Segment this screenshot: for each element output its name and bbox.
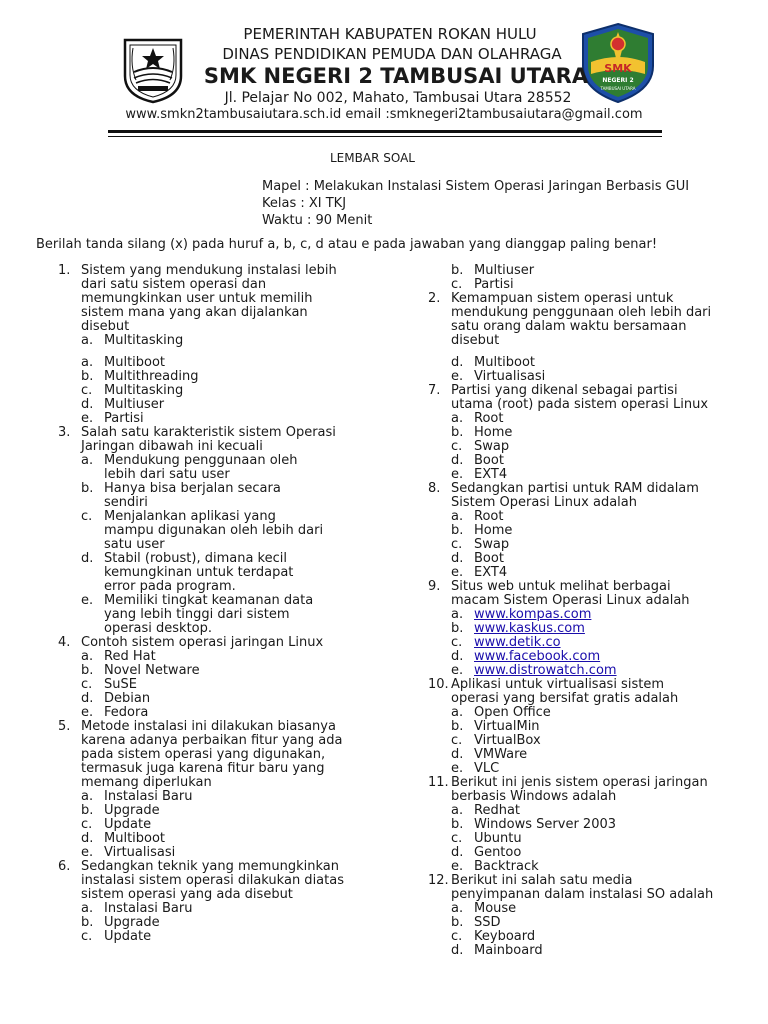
answer-option[interactable] [428, 832, 748, 846]
answer-option[interactable] [58, 706, 398, 720]
option-text: Gentoo [474, 845, 522, 860]
option-letter: c. [451, 439, 463, 454]
option-text: Upgrade [104, 915, 160, 930]
answer-option[interactable] [58, 334, 398, 348]
option-text-continued: kemungkinan untuk terdapat [104, 565, 294, 580]
option-letter: d. [451, 453, 464, 468]
answer-option[interactable] [428, 762, 748, 776]
option-text: VirtualMin [474, 719, 540, 734]
option-text-continued: mampu digunakan oleh lebih dari [104, 523, 324, 538]
option-letter: a. [451, 411, 464, 426]
option-letter: c. [451, 733, 463, 748]
option-letter: a. [81, 901, 94, 916]
option-text: Fedora [104, 705, 149, 720]
option-letter: e. [451, 663, 464, 678]
option-letter: a. [451, 705, 464, 720]
option-text: Ubuntu [474, 831, 522, 846]
question-number: 5. [58, 719, 71, 734]
document-title: LEMBAR SOAL [330, 151, 415, 165]
question-block [428, 482, 748, 510]
option-text: Root [474, 509, 504, 524]
option-letter: d. [81, 551, 94, 566]
answer-option[interactable] [428, 664, 748, 678]
option-text: Update [104, 817, 152, 832]
option-letter: b. [451, 621, 464, 636]
question-block [428, 874, 748, 902]
option-text: Menjalankan aplikasi yang [104, 509, 276, 524]
option-letter: a. [81, 649, 94, 664]
option-letter: b. [451, 817, 464, 832]
option-text: Open Office [474, 705, 551, 720]
question-text-line: Sistem yang mendukung instalasi lebih [81, 263, 337, 278]
question-block [428, 580, 748, 608]
answer-option[interactable] [58, 902, 398, 916]
option-letter: c. [81, 383, 93, 398]
option-letter: c. [451, 929, 463, 944]
option-letter: b. [81, 663, 94, 678]
option-text: Novel Netware [104, 663, 200, 678]
left-question-column [58, 264, 398, 944]
option-link[interactable]: www.detik.co [474, 635, 561, 650]
meta-class: Kelas : XI TKJ [262, 196, 347, 211]
header-school-name: SMK NEGERI 2 TAMBUSAI UTARA [203, 64, 589, 88]
option-letter: c. [81, 677, 93, 692]
option-text: Mainboard [474, 943, 543, 958]
question-block [428, 292, 748, 348]
question-text-line: berbasis Windows adalah [451, 789, 617, 804]
option-text: Multitasking [104, 333, 184, 348]
question-block [58, 860, 398, 902]
option-text: Multiboot [104, 355, 166, 370]
option-text: Multiuser [474, 263, 535, 278]
option-letter: a. [81, 789, 94, 804]
answer-option[interactable] [428, 930, 748, 944]
question-number: 11. [428, 775, 449, 790]
instruction-text: Berilah tanda silang (x) pada huruf a, b, c, d atau e pada jawaban yang dianggap paling benar! [36, 237, 658, 252]
option-letter: d. [451, 747, 464, 762]
option-text: Hanya bisa berjalan secara [104, 481, 281, 496]
answer-option[interactable] [428, 720, 748, 734]
answer-option[interactable] [58, 650, 398, 664]
option-letter: e. [451, 369, 464, 384]
question-text-line: penyimpanan dalam instalasi SO adalah [451, 887, 714, 902]
option-text: Memiliki tingkat keamanan data [104, 593, 314, 608]
answer-option[interactable] [428, 566, 748, 580]
question-number: 2. [428, 291, 441, 306]
answer-option[interactable] [58, 818, 398, 832]
answer-option[interactable] [428, 426, 748, 440]
header-divider-thin [108, 136, 662, 137]
question-block [58, 426, 398, 454]
option-letter: b. [451, 263, 464, 278]
question-text-line: mendukung penggunaan oleh lebih dari [451, 305, 712, 320]
option-text-continued: lebih dari satu user [104, 467, 230, 482]
option-text: Multitasking [104, 383, 184, 398]
option-text-continued: error pada program. [104, 579, 236, 594]
option-letter: d. [451, 845, 464, 860]
answer-option[interactable] [58, 510, 398, 552]
answer-option[interactable] [58, 692, 398, 706]
question-text-line: disebut [451, 333, 500, 348]
option-text: Multithreading [104, 369, 199, 384]
answer-option[interactable] [58, 454, 398, 482]
option-letter: e. [451, 565, 464, 580]
answer-option[interactable] [58, 664, 398, 678]
option-text: Boot [474, 551, 504, 566]
answer-option[interactable] [428, 370, 748, 384]
meta-subject: Mapel : Melakukan Instalasi Sistem Operasi Jaringan Berbasis GUI [262, 179, 690, 194]
answer-option[interactable] [58, 370, 398, 384]
option-text: VMWare [474, 747, 528, 762]
option-text: Red Hat [104, 649, 156, 664]
question-text-line: memang diperlukan [81, 775, 212, 790]
option-letter: c. [451, 635, 463, 650]
answer-option[interactable] [428, 902, 748, 916]
question-text-line: Situs web untuk melihat berbagai [451, 579, 671, 594]
option-text: Mendukung penggunaan oleh [104, 453, 298, 468]
option-letter: d. [81, 831, 94, 846]
answer-option[interactable] [428, 538, 748, 552]
option-letter: d. [81, 691, 94, 706]
question-text-line: Berikut ini salah satu media [451, 873, 633, 888]
option-text: SSD [474, 915, 501, 930]
question-text-line: Jaringan dibawah ini kecuali [81, 439, 263, 454]
answer-option[interactable] [58, 804, 398, 818]
answer-option[interactable] [428, 454, 748, 468]
question-text-line: dari satu sistem operasi dan [81, 277, 267, 292]
answer-option[interactable] [428, 860, 748, 874]
option-letter: c. [451, 277, 463, 292]
option-letter: a. [81, 453, 94, 468]
question-text-line: Partisi yang dikenal sebagai partisi [451, 383, 678, 398]
answer-option[interactable] [428, 804, 748, 818]
header-address: Jl. Pelajar No 002, Mahato, Tambusai Utara 28552 [224, 90, 572, 106]
answer-option[interactable] [58, 594, 398, 636]
header-contact: www.smkn2tambusaiutara.sch.id email :smknegeri2tambusaiutara@gmail.com [125, 107, 643, 122]
option-text: Redhat [474, 803, 521, 818]
header-department-line: DINAS PENDIDIKAN PEMUDA DAN OLAHRAGA [222, 45, 562, 63]
option-text: Virtualisasi [474, 369, 546, 384]
question-text-line: satu orang dalam waktu bersamaan [451, 319, 687, 334]
question-text-line: Kemampuan sistem operasi untuk [451, 291, 674, 306]
option-letter: a. [451, 607, 464, 622]
option-letter: d. [451, 943, 464, 958]
answer-option[interactable] [428, 734, 748, 748]
answer-option[interactable] [58, 832, 398, 846]
option-letter: c. [451, 831, 463, 846]
option-letter: a. [81, 355, 94, 370]
option-text: EXT4 [474, 565, 508, 580]
question-text-line: Sistem Operasi Linux adalah [451, 495, 637, 510]
question-block [58, 264, 398, 334]
answer-option[interactable] [428, 748, 748, 762]
question-block [428, 384, 748, 412]
option-letter: e. [81, 705, 94, 720]
option-letter: e. [451, 859, 464, 874]
option-letter: e. [81, 411, 94, 426]
answer-option[interactable] [58, 790, 398, 804]
question-number: 1. [58, 263, 71, 278]
answer-option[interactable] [428, 524, 748, 538]
question-text-line: karena adanya perbaikan fitur yang ada [81, 733, 343, 748]
answer-option[interactable] [428, 622, 748, 636]
question-text-line: disebut [81, 319, 130, 334]
answer-option[interactable] [428, 916, 748, 930]
question-number: 6. [58, 859, 71, 874]
option-letter: d. [451, 551, 464, 566]
option-letter: b. [451, 719, 464, 734]
answer-option[interactable] [428, 412, 748, 426]
option-text: Partisi [104, 411, 144, 426]
option-letter: c. [451, 537, 463, 552]
option-text: Debian [104, 691, 151, 706]
option-letter: a. [451, 803, 464, 818]
option-text: Swap [474, 439, 510, 454]
answer-option[interactable] [428, 818, 748, 832]
option-letter: d. [451, 355, 464, 370]
question-block [428, 678, 748, 706]
answer-option[interactable] [58, 482, 398, 510]
answer-option[interactable] [58, 930, 398, 944]
question-text-line: Berikut ini jenis sistem operasi jaringan [451, 775, 708, 790]
option-text: Stabil (robust), dimana kecil [104, 551, 287, 566]
option-letter: d. [81, 397, 94, 412]
option-text: Multiboot [104, 831, 166, 846]
option-text: Home [474, 523, 513, 538]
option-letter: b. [81, 481, 94, 496]
option-letter: c. [81, 509, 93, 524]
option-text: SuSE [104, 677, 137, 692]
question-text-line: sistem mana yang akan dijalankan [81, 305, 308, 320]
option-letter: d. [451, 649, 464, 664]
smk-logo-text: SMK [604, 62, 632, 75]
answer-option[interactable] [428, 846, 748, 860]
option-text: Backtrack [474, 859, 539, 874]
header-government-line: PEMERINTAH KABUPATEN ROKAN HULU [243, 25, 537, 43]
question-number: 8. [428, 481, 441, 496]
answer-option[interactable] [428, 264, 748, 278]
option-letter: b. [451, 523, 464, 538]
answer-option[interactable] [58, 846, 398, 860]
option-link[interactable]: www.kaskus.com [474, 621, 585, 636]
answer-option[interactable] [58, 384, 398, 398]
answer-option[interactable] [428, 944, 748, 958]
option-letter: c. [81, 817, 93, 832]
header-divider-thick [108, 130, 662, 133]
answer-option[interactable] [428, 510, 748, 524]
question-block [428, 776, 748, 804]
question-text-line: operasi yang bersifat gratis adalah [451, 691, 679, 706]
option-text: Keyboard [474, 929, 536, 944]
option-letter: b. [81, 915, 94, 930]
option-link[interactable]: www.distrowatch.com [474, 663, 617, 678]
option-letter: b. [451, 425, 464, 440]
answer-option[interactable] [58, 398, 398, 412]
option-letter: e. [451, 467, 464, 482]
option-text-continued: satu user [104, 537, 165, 552]
option-letter: e. [451, 761, 464, 776]
option-text: Instalasi Baru [104, 789, 193, 804]
answer-option[interactable] [58, 552, 398, 594]
answer-option[interactable] [428, 608, 748, 622]
option-letter: b. [451, 915, 464, 930]
option-text: Home [474, 425, 513, 440]
option-text: Swap [474, 537, 510, 552]
answer-option[interactable] [428, 650, 748, 664]
question-text-line: instalasi sistem operasi dilakukan diatas [81, 873, 344, 888]
option-letter: b. [81, 369, 94, 384]
answer-option[interactable] [428, 636, 748, 650]
question-text-line: macam Sistem Operasi Linux adalah [451, 593, 690, 608]
question-block [58, 636, 398, 650]
option-text: VirtualBox [474, 733, 541, 748]
answer-option[interactable] [58, 678, 398, 692]
answer-option[interactable] [428, 356, 748, 370]
option-text: Instalasi Baru [104, 901, 193, 916]
option-text: Multiboot [474, 355, 536, 370]
option-text: Boot [474, 453, 504, 468]
option-text-continued: sendiri [104, 495, 148, 510]
option-text: Windows Server 2003 [474, 817, 617, 832]
question-text-line: termasuk juga karena fitur baru yang [81, 761, 325, 776]
answer-option[interactable] [428, 278, 748, 292]
question-text-line: memungkinkan user untuk memilih [81, 291, 313, 306]
option-text: Virtualisasi [104, 845, 176, 860]
option-letter: a. [81, 333, 94, 348]
answer-option[interactable] [428, 468, 748, 482]
question-text-line: pada sistem operasi yang digunakan, [81, 747, 326, 762]
option-text: Upgrade [104, 803, 160, 818]
option-letter: e. [81, 593, 94, 608]
smk-logo-subtext: NEGERI 2 [602, 77, 634, 84]
option-link[interactable]: www.kompas.com [474, 607, 592, 622]
question-number: 10. [428, 677, 449, 692]
question-number: 7. [428, 383, 441, 398]
option-link[interactable]: www.facebook.com [474, 649, 601, 664]
question-number: 9. [428, 579, 441, 594]
meta-time: Waktu : 90 Menit [262, 213, 373, 228]
option-letter: e. [81, 845, 94, 860]
option-letter: a. [451, 509, 464, 524]
option-letter: c. [81, 929, 93, 944]
question-text-line: Sedangkan teknik yang memungkinkan [81, 859, 339, 874]
question-number: 3. [58, 425, 71, 440]
answer-option[interactable] [58, 916, 398, 930]
smk-logo-smalltext: TAMBUSAI UTARA [600, 86, 636, 91]
answer-option[interactable] [428, 706, 748, 720]
answer-option[interactable] [428, 552, 748, 566]
answer-option[interactable] [58, 356, 398, 370]
question-text-line: sistem operasi yang ada disebut [81, 887, 293, 902]
answer-option[interactable] [428, 440, 748, 454]
question-text-line: Salah satu karakteristik sistem Operasi [81, 425, 336, 440]
question-text-line: Sedangkan partisi untuk RAM didalam [451, 481, 699, 496]
question-text-line: Metode instalasi ini dilakukan biasanya [81, 719, 336, 734]
question-number: 4. [58, 635, 71, 650]
option-letter: b. [81, 803, 94, 818]
question-block [58, 720, 398, 790]
question-text-line: Aplikasi untuk virtualisasi sistem [451, 677, 664, 692]
option-letter: a. [451, 901, 464, 916]
right-question-column [428, 264, 748, 958]
question-text-line: utama (root) pada sistem operasi Linux [451, 397, 709, 412]
option-text: Update [104, 929, 152, 944]
answer-option[interactable] [58, 412, 398, 426]
question-number: 12. [428, 873, 449, 888]
option-text: Partisi [474, 277, 514, 292]
option-text: Mouse [474, 901, 517, 916]
question-text-line: Contoh sistem operasi jaringan Linux [81, 635, 324, 650]
option-text-continued: operasi desktop. [104, 621, 213, 636]
option-text: VLC [474, 761, 500, 776]
option-text: Multiuser [104, 397, 165, 412]
option-text-continued: yang lebih tinggi dari sistem [104, 607, 290, 622]
option-text: Root [474, 411, 504, 426]
option-text: EXT4 [474, 467, 508, 482]
